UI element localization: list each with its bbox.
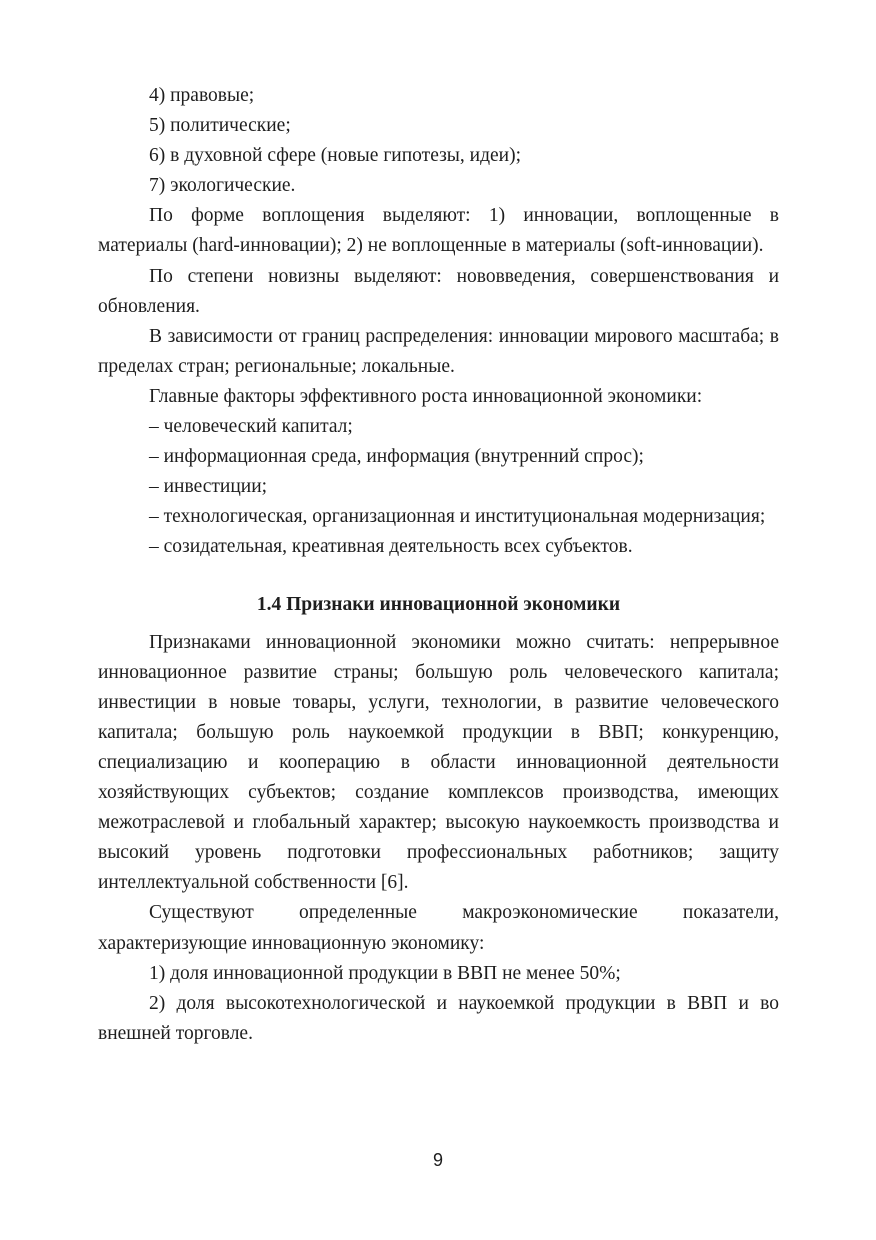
list-item-legal: 4) правовые;: [149, 85, 255, 106]
paragraph-signs: Признаками инновационной экономики можно считать: непрерывное инновационное развитие страны; большую роль человеческого капитала; инвестиции в новые товары, услуги, технологии, в развитие человеческого капитала; большую роль наукоемкой продукции в ВВП; конкуренцию, специализацию и кооперацию в области инновационной деятельности хозяйствующих субъектов; создание комплексов производства, имеющих межотраслевой и глобальный характер; высокую наукоемкость производства и высокий уровень подготовки профессиональных работников; защиту интеллектуальной собственности [6].: [98, 631, 779, 894]
list-item-political: 5) политические;: [149, 115, 291, 137]
paragraph-boundaries: В зависимости от границ распределения: инновации мирового масштаба; в пределах стран; региональные; локальные.: [98, 325, 779, 377]
document-page: [98, 81, 779, 1049]
paragraph-novelty: По степени новизны выделяют: нововведения, совершенствования и обновления.: [98, 265, 779, 317]
factor-item: – инвестиции;: [149, 476, 268, 498]
paragraph-form: По форме воплощения выделяют: 1) инновации, воплощенные в материалы (hard-инновации); 2) не воплощенные в материалы (soft-инновации).: [98, 205, 779, 257]
factor-item: – человеческий капитал;: [149, 416, 353, 438]
page-number: 9: [432, 1150, 443, 1170]
paragraph-indicators: Существуют определенные макроэкономические показатели, характеризующие инновационную экономику:: [98, 902, 779, 954]
indicator-item: 1) доля инновационной продукции в ВВП не менее 50%;: [149, 962, 621, 984]
list-item-ecological: 7) экологические.: [149, 175, 296, 197]
paragraph-factors-intro: Главные факторы эффективного роста инновационной экономики:: [149, 385, 703, 407]
factor-item: – информационная среда, информация (внутренний спрос);: [149, 446, 644, 468]
factor-item: – технологическая, организационная и институциональная модернизация;: [149, 506, 766, 528]
list-item-spiritual: 6) в духовной сфере (новые гипотезы, идеи);: [149, 145, 522, 167]
indicator-item: 2) доля высокотехнологической и наукоемкой продукции в ВВП и во внешней торговле.: [98, 992, 779, 1044]
section-heading: 1.4 Признаки инновационной экономики: [256, 593, 621, 615]
factor-item: – созидательная, креативная деятельность всех субъектов.: [149, 536, 633, 558]
